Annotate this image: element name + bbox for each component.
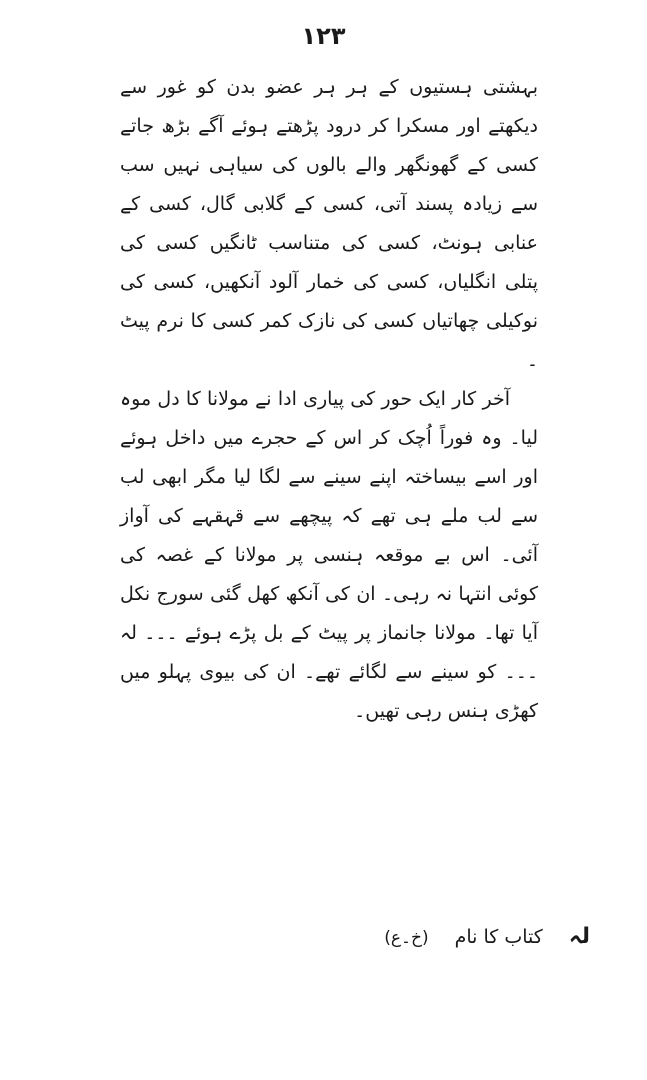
footnote <box>360 924 590 949</box>
page-number: ١٢٣ <box>301 22 346 50</box>
footnote-marker: لہ <box>568 924 590 949</box>
footnote-title: کتاب کا نام <box>454 926 543 948</box>
body-text <box>120 68 538 731</box>
paragraph-2: آخر کار ایک حور کی پیاری ادا نے مولانا کا دل موہ لیا۔ وہ فوراً اُچک کر اس کے حجرے میں داخل ہوئے اور اسے بیساختہ اپنے سینے سے لگا لیا مگر ابھی لب سے لب ملے ہی تھے کہ پیچھے سے قہقہے کی آواز آئی۔ اس بے موقعہ ہنسی پر مولانا کے غصہ کی کوئی انتہا نہ رہی۔ ان کی آنکھ کھل گئی سورج نکل آیا تھا۔ مولانا جانماز پر پیٹ کے بل پڑے ہوئے ۔۔۔ لہ ۔۔۔ کو سینے سے لگائے تھے۔ ان کی بیوی پہلو میں کھڑی ہنس رہی تھیں۔ <box>120 388 538 722</box>
paragraph-1: بہشتی ہستیوں کے ہر ہر عضو بدن کو غور سے دیکھتے اور مسکرا کر درود پڑھتے ہوئے آگے بڑھ جاتے کسی کے گھونگھر والے بالوں کی سیاہی نہیں سب سے زیادہ پسند آتی، کسی کے گلابی گال، کسی کے عنابی ہونٹ، کسی کی متناسب ٹانگیں کسی کی پتلی انگلیاں، کسی کی خمار آلود آنکھیں، کسی کی نوکیلی چھاتیاں کسی کی نازک کمر کسی کا نرم پیٹ ۔ <box>120 76 538 371</box>
footnote-source: (خ۔ع) <box>384 928 429 948</box>
